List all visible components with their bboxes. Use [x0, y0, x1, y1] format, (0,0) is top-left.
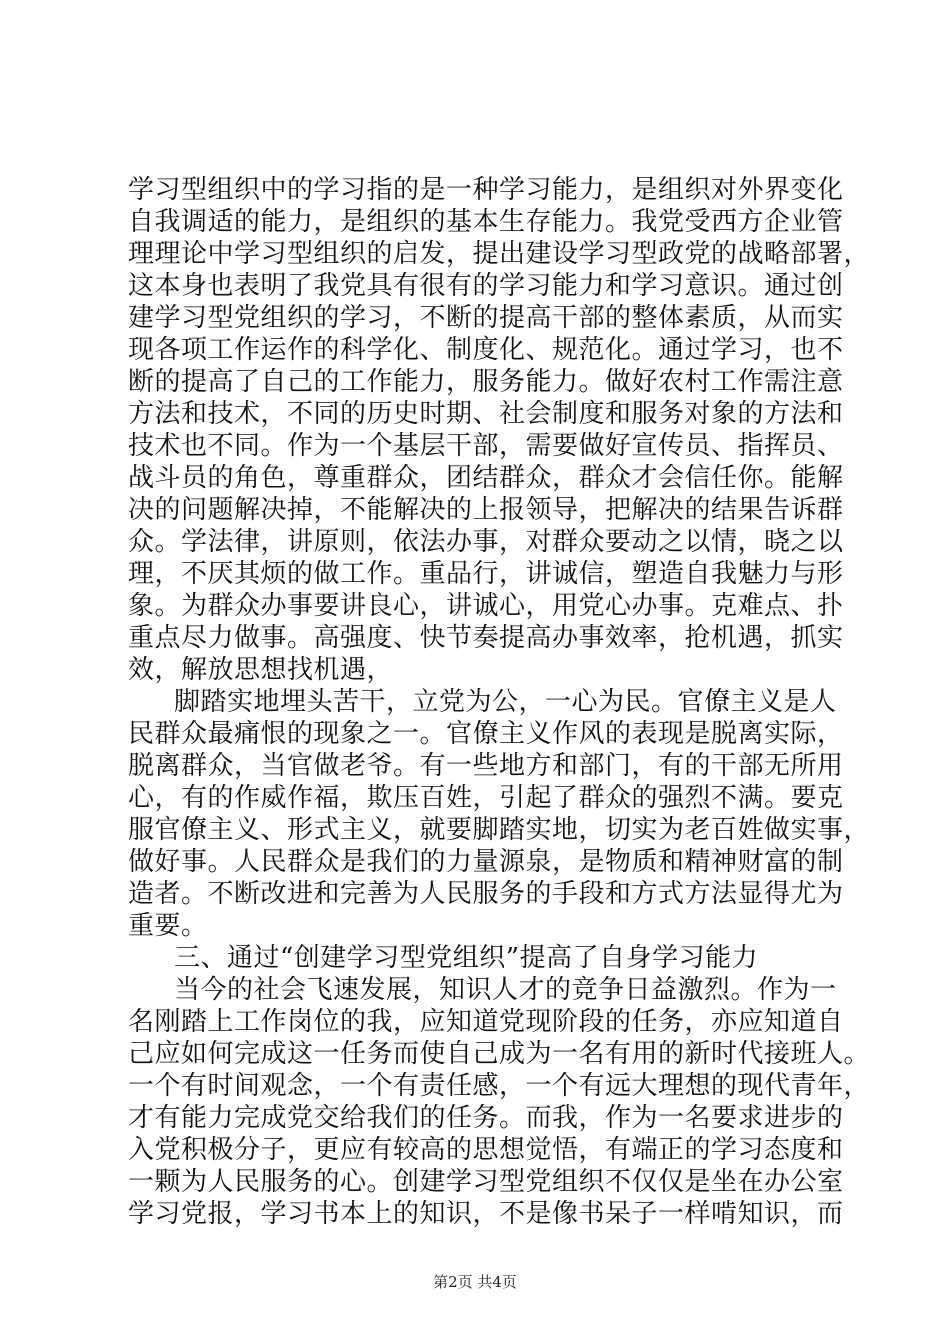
- text-line: 这本身也表明了我党具有很有的学习能力和学习意识。通过创: [128, 271, 844, 301]
- text-line: 重点尽力做事。高强度、快节奏提高办事效率，抢机遇，抓实: [128, 623, 844, 653]
- text-line: 理理论中学习型组织的启发，提出建设学习型政党的战略部署，: [128, 239, 871, 269]
- text-line: 技术也不同。作为一个基层干部，需要做好宣传员、指挥员、: [128, 431, 844, 461]
- text-line: 方法和技术，不同的历史时期、社会制度和服务对象的方法和: [128, 399, 844, 429]
- text-line: 象。为群众办事要讲良心，讲诚心，用党心办事。克难点、扑: [128, 591, 844, 621]
- section-heading: 三、通过“创建学习型党组织”提高了自身学习能力: [174, 943, 759, 973]
- text-line: 服官僚主义、形式主义，就要脚踏实地，切实为老百姓做实事，: [128, 815, 871, 845]
- text-line: 才有能力完成党交给我们的任务。而我，作为一名要求进步的: [128, 1103, 844, 1133]
- text-line: 己应如何完成这一任务而使自己成为一名有用的新时代接班人。: [128, 1039, 871, 1069]
- text-line: 众。学法律，讲原则，依法办事，对群众要动之以情，晓之以: [128, 527, 844, 557]
- paragraph-start-line: 当今的社会飞速发展，知识人才的竞争日益激烈。作为一: [174, 975, 837, 1005]
- text-line: 现各项工作运作的科学化、制度化、规范化。通过学习，也不: [128, 335, 844, 365]
- text-line: 做好事。人民群众是我们的力量源泉，是物质和精神财富的制: [128, 847, 844, 877]
- body-text: [128, 174, 871, 1230]
- text-line: 名刚踏上工作岗位的我，应知道党现阶段的任务，亦应知道自: [128, 1007, 844, 1037]
- text-line: 学习党报，学习书本上的知识，不是像书呆子一样啃知识，而: [128, 1199, 844, 1229]
- text-line: 造者。不断改进和完善为人民服务的手段和方式方法显得尤为: [128, 879, 844, 909]
- text-line: 效，解放思想找机遇，: [128, 655, 394, 685]
- text-line: 入党积极分子，更应有较高的思想觉悟，有端正的学习态度和: [128, 1135, 844, 1165]
- text-line: 一个有时间观念，一个有责任感，一个有远大理想的现代青年，: [128, 1071, 871, 1101]
- paragraph-start-line: 脚踏实地埋头苦干，立党为公，一心为民。官僚主义是人: [174, 687, 837, 717]
- text-line: 断的提高了自己的工作能力，服务能力。做好农村工作需注意: [128, 367, 844, 397]
- text-line: 建学习型党组织的学习，不断的提高干部的整体素质，从而实: [128, 303, 844, 333]
- text-line: 理，不厌其烦的做工作。重品行，讲诚信，塑造自我魅力与形: [128, 559, 844, 589]
- text-line: 一颗为人民服务的心。创建学习型党组织不仅仅是坐在办公室: [128, 1167, 844, 1197]
- text-line: 决的问题解决掉，不能解决的上报领导，把解决的结果告诉群: [128, 495, 844, 525]
- text-line: 战斗员的角色，尊重群众，团结群众，群众才会信任你。能解: [128, 463, 844, 493]
- text-line: 民群众最痛恨的现象之一。官僚主义作风的表现是脱离实际，: [128, 719, 844, 749]
- text-line: 学习型组织中的学习指的是一种学习能力，是组织对外界变化: [128, 175, 844, 205]
- text-line: 自我调适的能力，是组织的基本生存能力。我党受西方企业管: [128, 207, 844, 237]
- text-line: 重要。: [128, 911, 208, 941]
- text-line: 心，有的作威作福，欺压百姓，引起了群众的强烈不满。要克: [128, 783, 844, 813]
- page-number-footer: 第2页 共4页: [433, 1273, 517, 1291]
- text-line: 脱离群众，当官做老爷。有一些地方和部门，有的干部无所用: [128, 751, 844, 781]
